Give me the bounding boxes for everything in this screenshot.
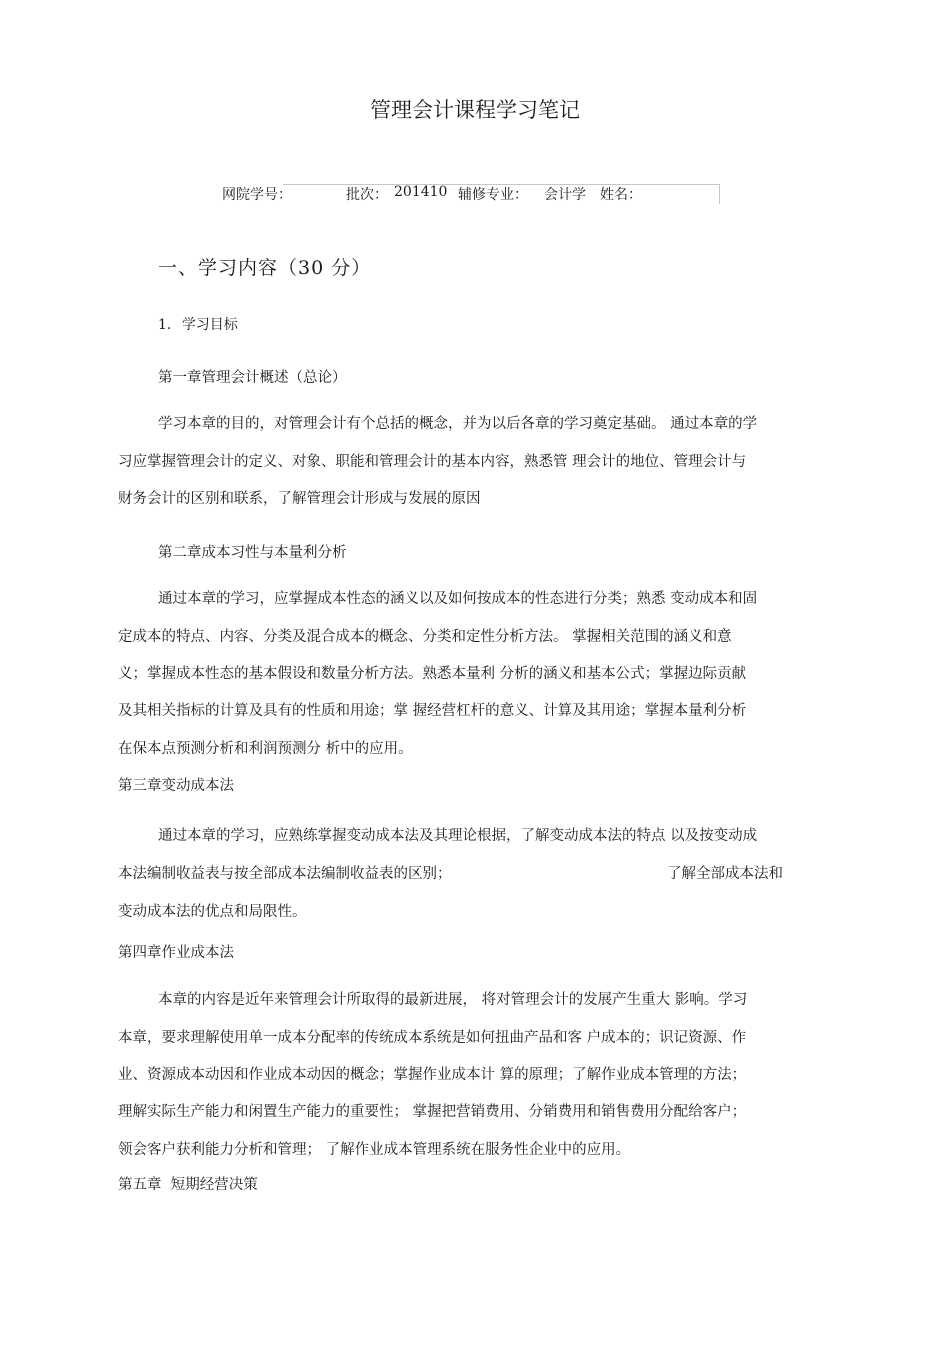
ch4-line: 本章的内容是近年来管理会计所取得的最新进展， 将对管理会计的发展产生重大 影响。学习	[158, 992, 748, 1008]
chapter2-title: 第二章成本习性与本量利分析	[158, 545, 347, 561]
chapter4-title: 第四章作业成本法	[118, 945, 234, 961]
document-title: 管理会计课程学习笔记	[370, 98, 580, 122]
ch1-line: 学习本章的目的，对管理会计有个总括的概念，并为以后各章的学习奠定基础。 通过本章的学	[158, 416, 758, 432]
chapter1-title: 第一章管理会计概述（总论）	[158, 370, 347, 386]
name-label: 姓名：	[600, 187, 642, 203]
item1-num: 1.	[158, 317, 172, 333]
ch3-line: 通过本章的学习，应熟练掌握变动成本法及其理论根据，了解变动成本法的特点 以及按变动成	[158, 828, 758, 844]
chapter5-title: 第五章 短期经营决策	[118, 1177, 258, 1193]
minor-label: 辅修专业：	[458, 187, 528, 203]
ch1-line: 财务会计的区别和联系，了解管理会计形成与发展的原因	[118, 491, 481, 507]
chapter3-title: 第三章变动成本法	[118, 778, 234, 794]
ch3-line: 变动成本法的优点和局限性。	[118, 904, 307, 920]
ch1-line: 习应掌握管理会计的定义、对象、职能和管理会计的基本内容，熟悉管 理会计的地位、管理会计与	[118, 454, 747, 470]
ch4-line: 理解实际生产能力和闲置生产能力的重要性； 掌握把营销费用、分销费用和销售费用分配给客户；	[118, 1104, 747, 1120]
ch2-line: 定成本的特点、内容、分类及混合成本的概念、分类和定性分析方法。 掌握相关范围的涵义和意	[118, 629, 732, 645]
ch2-line: 在保本点预测分析和利润预测分 析中的应用。	[118, 741, 413, 757]
student-no-label: 网院学号：	[222, 187, 292, 203]
ch3-line: 本法编制收益表与按全部成本法编制收益表的区别；	[118, 866, 452, 882]
ch4-line: 领会客户获利能力分析和管理； 了解作业成本管理系统在服务性企业中的应用。	[118, 1142, 631, 1158]
ch4-line: 本章，要求理解使用单一成本分配率的传统成本系统是如何扭曲产品和客 户成本的；识记资源、作	[118, 1030, 747, 1046]
ch2-line: 及其相关指标的计算及具有的性质和用途；掌 握经营杠杆的意义、计算及其用途；掌握本量利分析	[118, 703, 747, 719]
ch2-line: 义；掌握成本性态的基本假设和数量分析方法。熟悉本量利 分析的涵义和基本公式；掌握边际贡献	[118, 666, 747, 682]
minor-value: 会计学	[544, 187, 586, 203]
item-number	[158, 314, 238, 334]
batch-value: 201410	[394, 184, 448, 200]
section-heading: 一、学习内容（30 分）	[158, 257, 372, 279]
item1-label: 学习目标	[181, 317, 238, 333]
ch4-line: 业、资源成本动因和作业成本动因的概念；掌握作业成本计 算的原理；了解作业成本管理的方法；	[118, 1067, 747, 1083]
ch3-line: 了解全部成本法和	[667, 866, 783, 882]
ch2-line: 通过本章的学习，应掌握成本性态的涵义以及如何按成本的性态进行分类；熟悉 变动成本和固	[158, 591, 758, 607]
batch-label: 批次：	[346, 187, 388, 203]
